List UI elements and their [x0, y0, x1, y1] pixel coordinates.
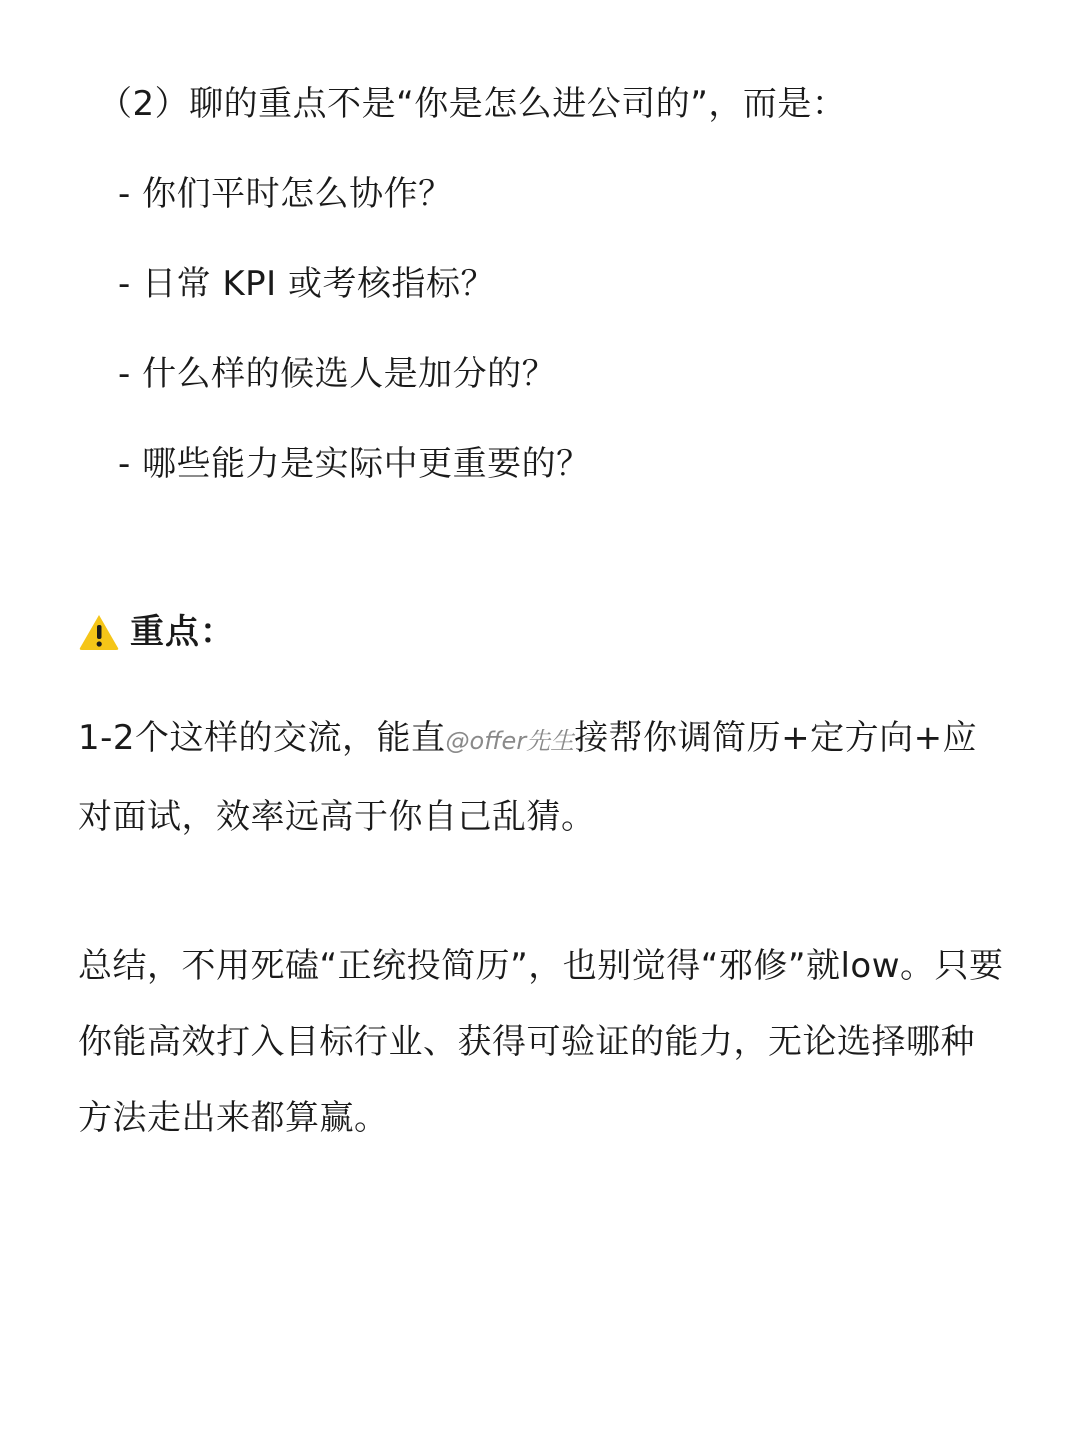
question-item: - 什么样的候选人是加分的？ — [118, 354, 557, 394]
question-item: - 日常 KPI 或考核指标？ — [118, 264, 496, 304]
key-point-heading — [78, 608, 235, 656]
warning-icon — [78, 613, 120, 651]
questions-intro: （2）聊的重点不是“你是怎么进公司的”，而是： — [98, 84, 847, 124]
question-item: - 哪些能力是实际中更重要的？ — [118, 444, 591, 484]
watermark-text: @offer先生 — [445, 727, 575, 755]
advice-paragraph — [78, 700, 1008, 855]
paragraph-text: 1-2个这样的交流，能直 — [78, 718, 446, 758]
summary-paragraph: 总结，不用死磕“正统投简历”，也别觉得“邪修”就low。只要你能高效打入目标行业、获得可验证的能力，无论选择哪种方法走出来都算赢。 — [78, 946, 1004, 1138]
question-item: - 你们平时怎么协作？ — [118, 174, 453, 214]
key-point-label: 重点： — [130, 612, 235, 652]
paragraph-text: 接帮你调简历+定方向+应对面试，效率远高于你自己乱猜。 — [78, 718, 978, 837]
